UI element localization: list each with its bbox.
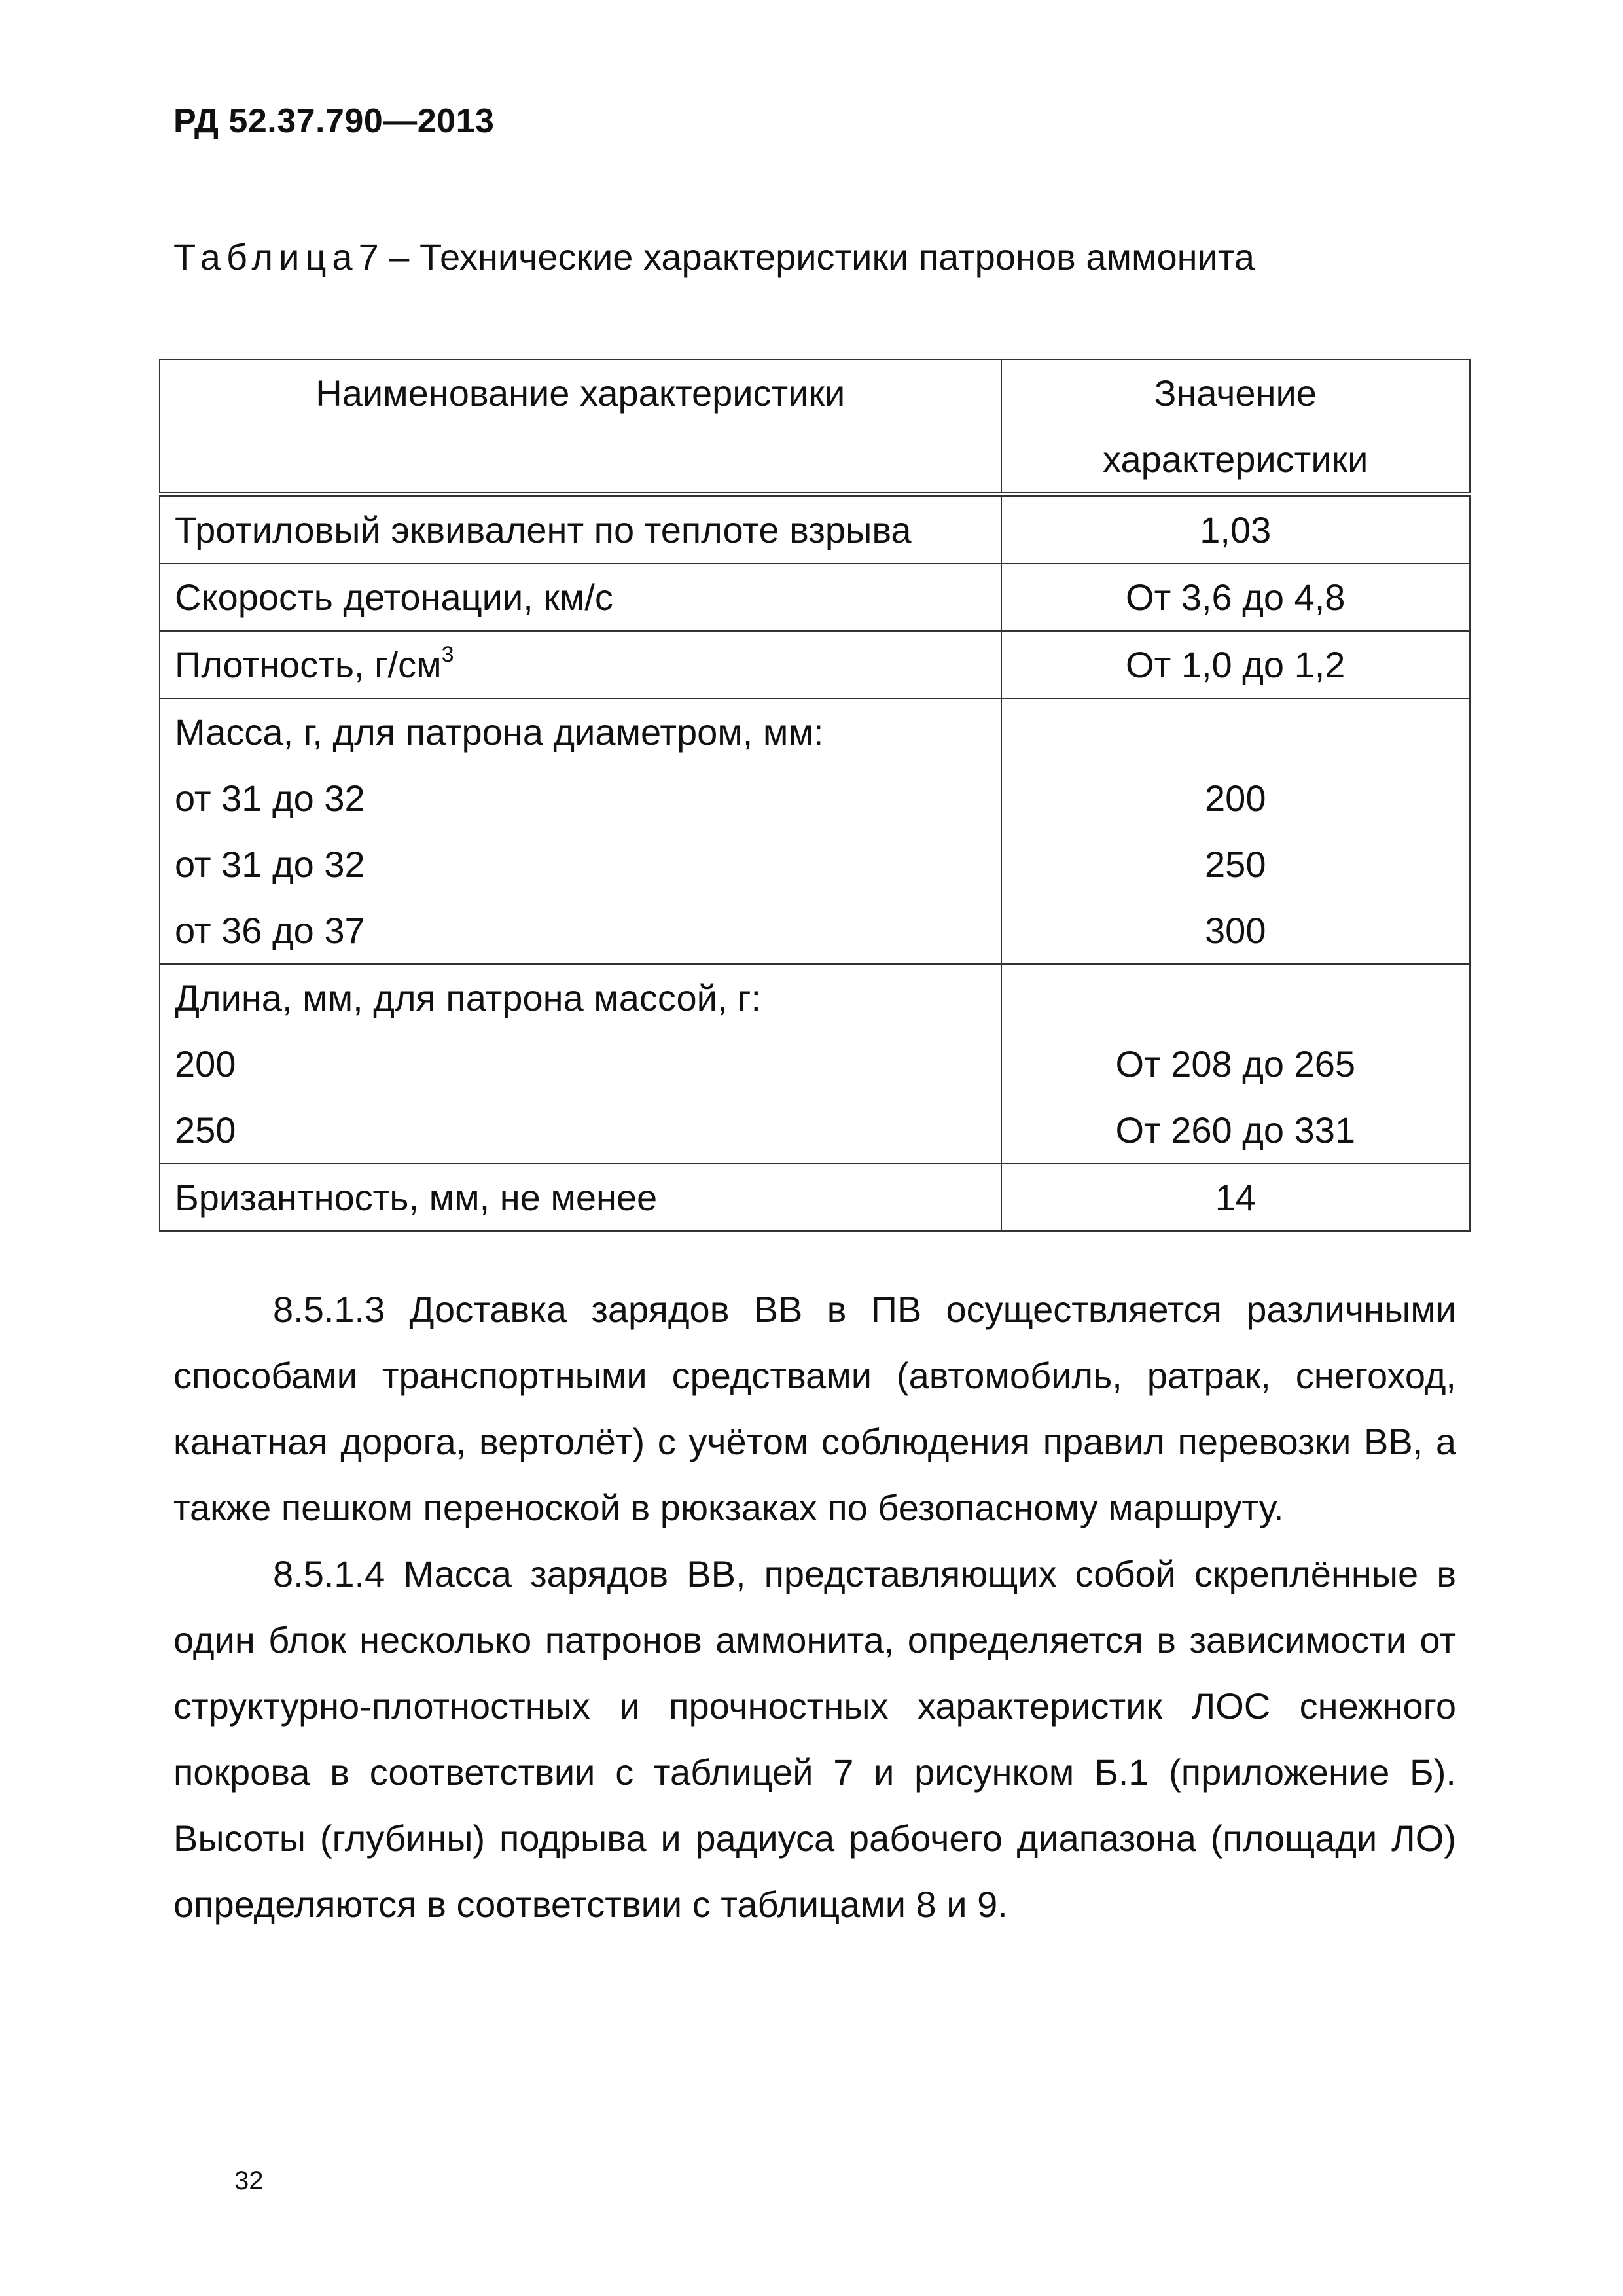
paragraph-8-5-1-4: 8.5.1.4 Масса зарядов ВВ, представляющих собой скреплённые в один блок несколько патронов аммонита, определяется в зависимости от структурно-плотностных и прочностных характеристик ЛОС снежного покрова в соответствии с таблицей 7 и рисунком Б.1 (приложение Б). Высоты (глубины) подрыва и радиуса рабочего диапазона (площади ЛО) определяются в соответствии с таблицами 8 и 9. [173,1553,1456,1925]
row-brisance-name: Бризантность, мм, не менее [160,1164,1001,1231]
header-characteristic-name: Наименование характеристики [160,359,1001,495]
unit-superscript: 3 [441,642,454,668]
row-length-item-name: 200 [175,1043,236,1085]
row-mass-item-name: от 31 до 32 [175,844,365,885]
table-row [160,631,1470,698]
row-density-value: От 1,0 до 1,2 [1001,631,1470,698]
row-mass-item-value: 250 [1205,844,1266,885]
page-number: 32 [234,2166,264,2195]
table-header-row [160,359,1470,495]
table-caption [173,236,1255,278]
table-row [160,564,1470,631]
table-row [160,964,1470,1164]
row-mass-item-name: от 36 до 37 [175,910,365,951]
row-mass-item-name: от 31 до 32 [175,778,365,819]
table-row [160,495,1470,564]
table-caption-title: – Технические характеристики патронов аммонита [378,236,1255,278]
row-mass-title: Масса, г, для патрона диаметром, мм: [175,711,824,753]
table-caption-label: Таблица [173,236,359,278]
table-row [160,698,1470,964]
paragraph-8-5-1-3: 8.5.1.3 Доставка зарядов ВВ в ПВ осуществляется различными способами транспортными средствами (автомобиль, ратрак, снегоход, канатная дорога, вертолёт) с учётом соблюдения правил перевозки ВВ, а также пешком переноской в рюкзаках по безопасному маршруту. [173,1289,1456,1528]
row-speed-name: Скорость детонации, км/с [160,564,1001,631]
row-tnt-name: Тротиловый эквивалент по теплоте взрыва [160,495,1001,564]
row-tnt-value: 1,03 [1001,495,1470,564]
table-row [160,1164,1470,1231]
row-length-names [160,964,1001,1164]
row-length-values [1001,964,1470,1164]
body-text [173,1276,1456,1937]
row-length-item-value: От 260 до 331 [1115,1109,1356,1151]
row-brisance-value: 14 [1001,1164,1470,1231]
row-mass-item-value: 200 [1205,778,1266,819]
row-mass-item-value: 300 [1205,910,1266,951]
row-length-item-name: 250 [175,1109,236,1151]
row-length-title: Длина, мм, для патрона массой, г: [175,977,762,1018]
row-density-name: Плотность, $г/см^3$ [160,631,1001,698]
document-code-header: РД 52.37.790—2013 [173,102,495,140]
row-mass-names [160,698,1001,964]
row-speed-value: От 3,6 до 4,8 [1001,564,1470,631]
table-caption-number: 7 [358,236,379,278]
specifications-table [159,359,1471,1232]
row-mass-values [1001,698,1470,964]
header-characteristic-value: Значение характеристики [1001,359,1470,495]
row-length-item-value: От 208 до 265 [1115,1043,1356,1085]
